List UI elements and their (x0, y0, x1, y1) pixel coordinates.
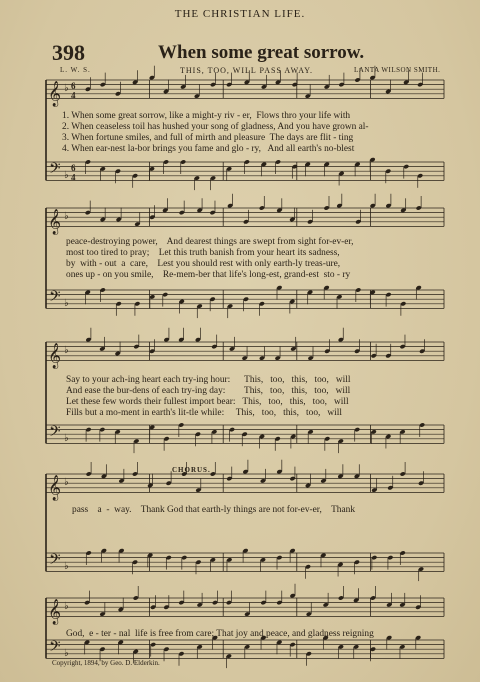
flat-icon: ♭ (64, 477, 69, 489)
bass-clef-icon: 𝄢 (49, 550, 61, 572)
lyric-line: God, e - ter - nal life is free from care; That joy and peace, and gladness reigning (66, 629, 374, 639)
lyric-line: by with - out a care, Lest you should rest with only earth-ly treas-ure, (66, 259, 341, 269)
flat-icon: ♭ (64, 345, 69, 357)
time-signature-top: 6 (71, 81, 76, 92)
flat-icon: ♭ (64, 432, 69, 444)
hymn-title: When some great sorrow. (158, 42, 365, 63)
running-head: THE CHRISTIAN LIFE. (174, 8, 306, 20)
time-signature-bottom: 4 (71, 90, 76, 101)
flat-icon: ♭ (64, 297, 69, 309)
lyric-line: most too tired to pray; Let this truth banish from your heart its sadness, (66, 248, 340, 258)
lyric-line: pass a - way. Thank God that earth-ly things are not for-ev-er, Thank (72, 505, 356, 515)
hymn-author: LANTA WILSON SMITH. (354, 66, 441, 74)
chorus-label: CHORUS. (172, 466, 211, 474)
lyric-line: 4. When ear-nest la-bor brings you fame and glo - ry, And all earth's no-blest (62, 144, 355, 154)
copyright-notice: Copyright, 1894, by Geo. D. Elderkin. (52, 659, 160, 667)
hymn-subtitle: THIS, TOO, WILL PASS AWAY. (180, 66, 314, 75)
time-signature-bottom: 4 (71, 172, 76, 183)
lyric-line: And ease the bur-dens of each try-ing day: This, too, this, too, will (66, 386, 351, 396)
lyric-line: Say to your ach-ing heart each try-ing hour: This, too, this, too, will (66, 375, 351, 385)
treble-clef-icon: 𝄞 (48, 81, 62, 107)
flat-icon: ♭ (64, 601, 69, 613)
hymn-meter: L. W. S. (60, 66, 91, 74)
bass-clef-icon: 𝄢 (49, 637, 61, 659)
hymn-number: 398 (52, 40, 85, 65)
treble-clef-icon: 𝄞 (48, 475, 62, 501)
time-signature-top: 6 (71, 163, 76, 174)
bass-clef-icon: 𝄢 (49, 287, 61, 309)
lyric-line: 3. When fortune smiles, and full of mirth and pleasure The days are flit - ting (62, 133, 354, 143)
lyric-line: Let these few words their fullest import bear: This, too, this, too, will (66, 397, 349, 407)
treble-clef-icon: 𝄞 (48, 343, 62, 369)
lyric-line: peace-destroying power, And dearest things are swept from sight for-ev-er, (66, 237, 354, 247)
flat-icon: ♭ (64, 647, 69, 659)
lyric-line: ones up - on you smile, Re-mem-ber that life's long-est, grand-est sto - ry (66, 270, 351, 280)
treble-clef-icon: 𝄞 (48, 599, 62, 625)
bass-clef-icon: 𝄢 (49, 422, 61, 444)
flat-icon: ♭ (64, 83, 69, 95)
bass-clef-icon: 𝄢 (49, 159, 61, 181)
flat-icon: ♭ (64, 560, 69, 572)
flat-icon: ♭ (64, 169, 69, 181)
treble-clef-icon: 𝄞 (48, 209, 62, 235)
lyric-line: 2. When ceaseless toil has hushed your song of gladness, And you have grown al- (62, 122, 369, 132)
flat-icon: ♭ (64, 211, 69, 223)
lyric-line: 1. When some great sorrow, like a might-y riv - er, Flows thro your life with (62, 111, 351, 121)
lyric-line: Fills but a mo-ment in earth's lit-tle while: This, too, this, too, will (66, 408, 342, 418)
